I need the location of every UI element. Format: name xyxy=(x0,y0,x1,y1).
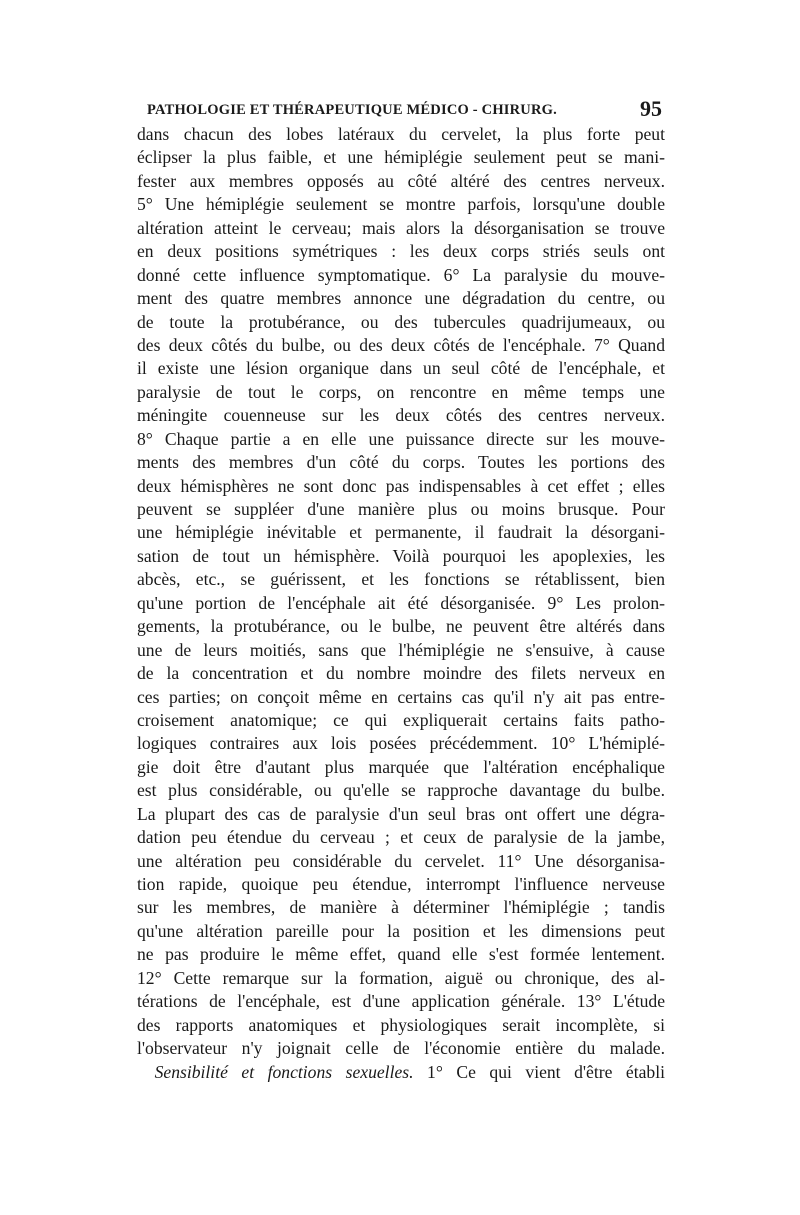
text-line: de la concentration et du nombre moindre des filets nerveux en xyxy=(137,663,665,684)
text-line: éclipser la plus faible, et une hémiplégie seulement peut se mani- xyxy=(137,147,665,168)
text-line: donné cette influence symptomatique. 6° La paralysie du mouve- xyxy=(137,264,665,285)
text-line: peuvent se suppléer d'une manière plus ou moins brusque. Pour xyxy=(137,499,665,519)
text-line: dation peu étendue du cerveau ; et ceux de paralysie de la jambe, xyxy=(137,827,665,848)
text-line: de toute la protubérance, ou des tubercules quadrijumeaux, ou xyxy=(137,311,665,332)
text-line: qu'une altération pareille pour la position et les dimensions peut xyxy=(137,920,665,941)
running-title: PATHOLOGIE ET THÉRAPEUTIQUE MÉDICO - CHIRURG. xyxy=(147,102,557,118)
text-line: gements, la protubérance, ou le bulbe, ne peuvent être altérés dans xyxy=(137,616,665,637)
text-line: des rapports anatomiques et physiologiques serait incomplète, si xyxy=(137,1014,665,1035)
text-line: altération atteint le cerveau; mais alors la désorganisation se trouve xyxy=(137,217,665,238)
text-line: dans chacun des lobes latéraux du cervelet, la plus forte peut xyxy=(137,124,665,144)
text-line: 5° Une hémiplégie seulement se montre parfois, lorsqu'une double xyxy=(137,194,665,215)
text-line: tion rapide, quoique peu étendue, interrompt l'influence nerveuse xyxy=(137,874,665,894)
text-line: il existe une lésion organique dans un seul côté de l'encéphale, et xyxy=(137,358,665,379)
text-line: une de leurs moitiés, sans que l'hémiplégie ne s'ensuive, à cause xyxy=(137,639,665,660)
text-line: sation de tout un hémisphère. Voilà pourquoi les apoplexies, les xyxy=(137,545,665,566)
text-line: ces parties; on conçoit même en certains cas qu'il n'y ait pas entre- xyxy=(137,686,665,707)
text-line: ne pas produire le même effet, quand elle s'est formée lentement. xyxy=(137,944,665,965)
running-header xyxy=(147,96,662,126)
text-line: est plus considérable, ou qu'elle se rapproche davantage du bulbe. xyxy=(137,780,665,801)
text-line: fester aux membres opposés au côté altéré des centres nerveux. xyxy=(137,170,665,191)
text-line: deux hémisphères ne sont donc pas indispensables à cet effet ; elles xyxy=(137,475,665,496)
text-line: croisement anatomique; ce qui expliquerait certains faits patho- xyxy=(137,709,665,730)
text-line: 8° Chaque partie a en elle une puissance directe sur les mouve- xyxy=(137,428,665,449)
text-line: gie doit être d'autant plus marquée que l'altération encéphalique xyxy=(137,756,665,777)
text-line: ment des quatre membres annonce une dégradation du centre, ou xyxy=(137,288,665,309)
text-line: en deux positions symétriques : les deux corps striés seuls ont xyxy=(137,241,665,262)
text-line: l'observateur n'y joignait celle de l'économie entière du malade. xyxy=(137,1038,665,1059)
section-text: 1° Ce qui vient d'être établi xyxy=(413,1061,665,1082)
page-number: 95 xyxy=(640,96,662,121)
text-line: abcès, etc., se guérissent, et les fonctions se rétablissent, bien xyxy=(137,569,665,590)
text-line: méningite couenneuse sur les deux côtés des centres nerveux. xyxy=(137,405,665,426)
text-line: sur les membres, de manière à déterminer l'hémiplégie ; tandis xyxy=(137,897,665,918)
section-heading-line xyxy=(137,1061,665,1084)
text-line: ments des membres d'un côté du corps. Toutes les portions des xyxy=(137,452,665,473)
text-line: 12° Cette remarque sur la formation, aiguë ou chronique, des al- xyxy=(137,967,665,988)
text-line: une hémiplégie inévitable et permanente, il faudrait la désorgani- xyxy=(137,522,665,543)
section-heading: Sensibilité et fonctions sexuelles. xyxy=(154,1061,414,1082)
text-line: logiques contraires aux lois posées précédemment. 10° L'hémiplé- xyxy=(137,733,665,754)
text-line: La plupart des cas de paralysie d'un seul bras ont offert une dégra- xyxy=(137,803,665,824)
body-text xyxy=(137,123,665,1084)
text-line: une altération peu considérable du cervelet. 11° Une désorganisa- xyxy=(137,850,665,871)
text-line: des deux côtés du bulbe, ou des deux côtés de l'encéphale. 7° Quand xyxy=(137,334,665,355)
text-line: térations de l'encéphale, est d'une application générale. 13° L'étude xyxy=(137,991,665,1012)
text-line: qu'une portion de l'encéphale ait été désorganisée. 9° Les prolon- xyxy=(137,592,665,613)
text-line: paralysie de tout le corps, on rencontre en même temps une xyxy=(137,381,665,402)
